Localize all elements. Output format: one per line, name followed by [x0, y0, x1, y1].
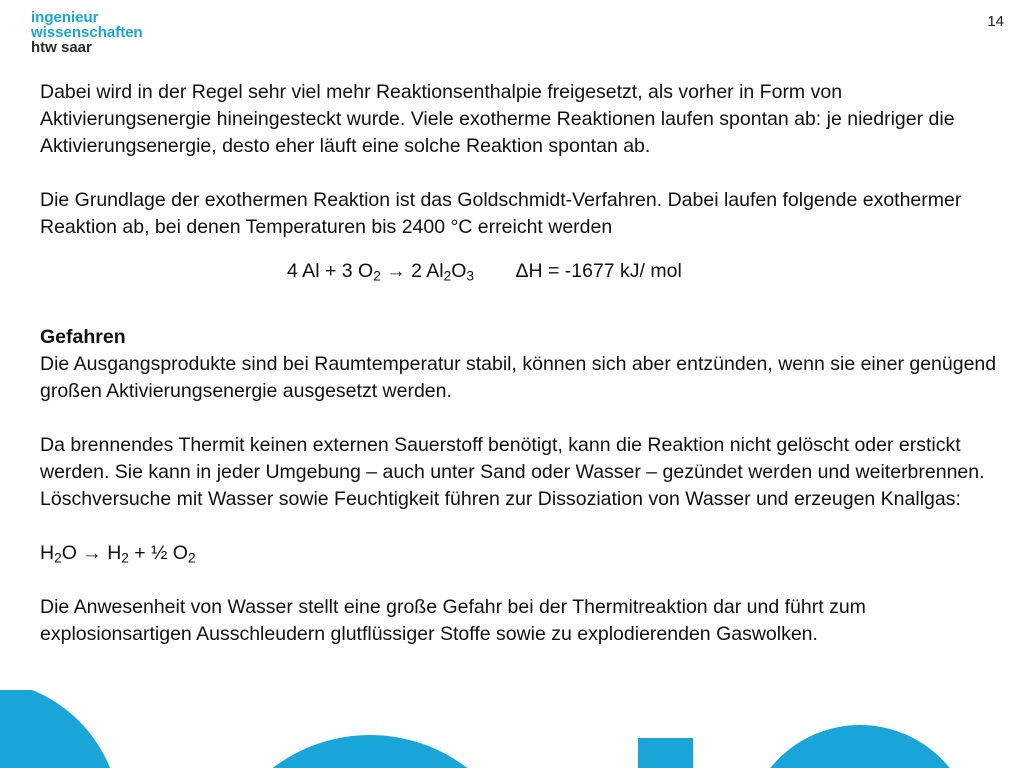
section-heading-gefahren: Gefahren	[40, 326, 126, 348]
equation-term: 4 Al + 3 O	[287, 260, 374, 282]
equation-term: H	[40, 542, 55, 564]
water-dissociation-equation	[40, 540, 1000, 567]
equation-subscript: 2	[187, 550, 196, 566]
decor-shape-center	[210, 735, 530, 768]
equation-subscript: 3	[466, 268, 475, 284]
decor-shape-right	[745, 725, 975, 768]
thermite-equation	[40, 258, 1000, 298]
page-number: 14	[987, 13, 1004, 30]
paragraph-reaction-enthalpy: Dabei wird in der Regel sehr viel mehr Reaktionsenthalpie freigesetzt, als vorher in Form von Aktivierungsenergie hineingesteckt wurde. Viele exotherme Reaktionen laufen spontan ab: je niedriger die Aktivierungsenergie, desto eher läuft eine solche Reaktion spontan ab.	[40, 81, 955, 157]
decor-shape-bar	[638, 738, 693, 768]
equation-subscript: 2	[121, 550, 129, 566]
enthalpy-value: ΔH = -1677 kJ/ mol	[515, 260, 682, 282]
paragraph-burning-thermit: Da brennendes Thermit keinen externen Sauerstoff benötigt, kann die Reaktion nicht gelöscht oder erstickt werden. Sie kann in jeder Umgebung – auch unter Sand oder Wasser – gezündet werden und weiterbrennen. Löschversuche mit Wasser sowie Feuchtigkeit führen zur Dissoziation von Wasser und erzeugen Knallgas:	[40, 434, 985, 510]
logo-line-wissenschaften: wissenschaften	[31, 24, 143, 41]
paragraph-water-danger: Die Anwesenheit von Wasser stellt eine große Gefahr bei der Thermitreaktion dar und führt zum explosionsartigen Ausschleudern glutflüssiger Stoffe sowie zu explodierenden Gaswolken.	[40, 596, 866, 645]
htw-saar-logo	[31, 10, 143, 55]
logo-line-htw-saar: htw saar	[31, 39, 92, 56]
decor-shape-left	[0, 690, 120, 768]
equation-subscript: 2	[373, 268, 381, 284]
slide-content	[40, 79, 1000, 648]
equation-subscript: 2	[54, 550, 62, 566]
equation-term: + ½ O	[128, 542, 188, 564]
paragraph-starting-products: Die Ausgangsprodukte sind bei Raumtemperatur stabil, können sich aber entzünden, wenn sie einer genügend großen Aktivierungsenergie ausgesetzt werden.	[40, 353, 997, 402]
decorative-background-shapes	[0, 690, 1024, 768]
decor-shape-group	[0, 690, 975, 768]
equation-term: → 2 Al	[380, 260, 444, 282]
equation-term: O → H	[61, 542, 122, 564]
paragraph-goldschmidt: Die Grundlage der exothermen Reaktion ist das Goldschmidt-Verfahren. Dabei laufen folgende exothermer Reaktion ab, bei denen Temperaturen bis 2400 °C erreicht werden	[40, 189, 962, 238]
equation-term: O	[451, 260, 467, 282]
logo-line-ingenieur: ingenieur	[31, 9, 99, 26]
equation-subscript: 2	[443, 268, 452, 284]
